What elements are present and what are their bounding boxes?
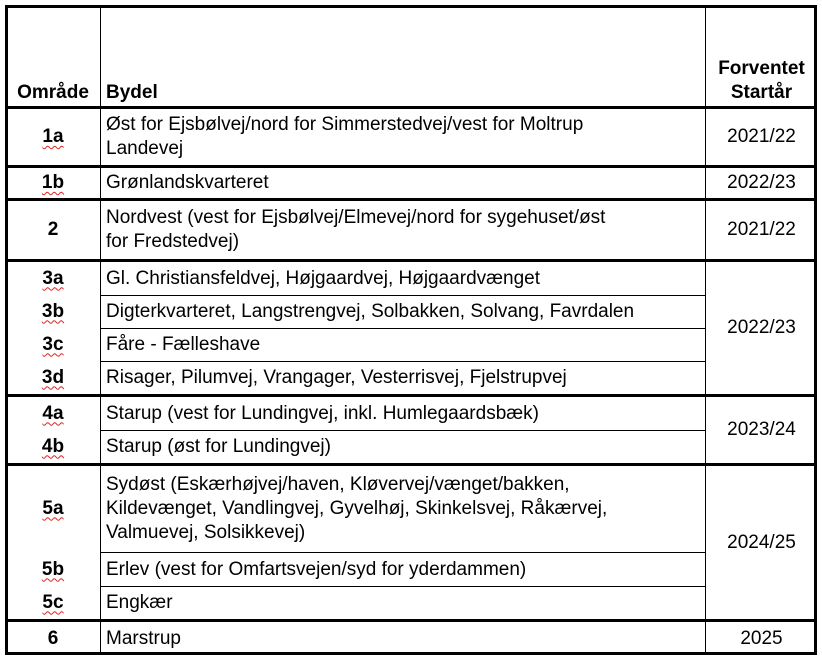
district-4a: Starup (vest for Lundingvej, inkl. Humlegaardsbæk) xyxy=(106,402,539,424)
border-left xyxy=(5,5,8,655)
area-4b: 4b xyxy=(41,435,65,457)
year-5: 2024/25 xyxy=(727,531,796,553)
district-4b: Starup (øst for Lundingvej) xyxy=(106,435,331,457)
sep-1a xyxy=(5,165,817,168)
area-2: 2 xyxy=(47,218,59,240)
header-district: Bydel xyxy=(106,82,158,103)
area-3d: 3d xyxy=(41,366,65,388)
sep-1b xyxy=(5,198,817,201)
header-area: Område xyxy=(17,82,89,103)
district-5b: Erlev (vest for Omfartsvejen/syd for yderdammen) xyxy=(106,558,527,580)
district-table xyxy=(5,5,817,655)
district-3a: Gl. Christiansfeldvej, Højgaardvej, Højgaardvænget xyxy=(106,267,541,289)
sep-5 xyxy=(5,619,817,622)
area-3c: 3c xyxy=(42,333,64,355)
sep-2 xyxy=(5,259,817,262)
area-3b: 3b xyxy=(41,300,65,322)
area-5c: 5c xyxy=(42,591,64,613)
sep-3 xyxy=(5,394,817,397)
border-right xyxy=(814,5,817,655)
border-bottom xyxy=(5,652,817,655)
divider-col-2 xyxy=(705,5,706,655)
area-4a: 4a xyxy=(42,402,64,424)
sep-3b xyxy=(101,328,705,329)
sep-3a xyxy=(101,295,705,296)
year-1b: 2022/23 xyxy=(727,172,796,193)
district-2: Nordvest (vest for Ejsbølvej/Elmevej/nord for sygehuset/øst for Fredstedvej) xyxy=(106,206,606,252)
divider-col-1 xyxy=(100,5,101,655)
district-3b: Digterkvarteret, Langstrengvej, Solbakken, Solvang, Favrdalen xyxy=(106,300,635,322)
year-1a: 2021/22 xyxy=(727,126,796,147)
sep-3c xyxy=(101,361,705,362)
area-6: 6 xyxy=(47,627,59,649)
district-3c: Fåre - Fælleshave xyxy=(106,333,261,355)
district-1b: Grønlandskvarteret xyxy=(106,172,269,193)
district-5c: Engkær xyxy=(106,591,173,613)
sep-header xyxy=(5,106,817,109)
district-6: Marstrup xyxy=(106,627,181,649)
year-3: 2022/23 xyxy=(727,317,796,338)
district-5a: Sydøst (Eskærhøjvej/haven, Kløvervej/vænget/bakken, Kildevænget, Vandlingvej, Gyvelhøj, Skinkelsvej, Råkærvej, Valmuevej, Solsikkevej) xyxy=(106,473,608,543)
year-4: 2023/24 xyxy=(727,419,796,440)
year-2: 2021/22 xyxy=(727,218,796,240)
border-top xyxy=(5,5,817,8)
year-6: 2025 xyxy=(740,627,783,649)
sep-5b xyxy=(101,586,705,587)
area-5a: 5a xyxy=(42,497,64,519)
area-1a: 1a xyxy=(42,126,64,147)
district-3d: Risager, Pilumvej, Vrangager, Vesterrisvej, Fjelstrupvej xyxy=(106,366,567,388)
header-start-year: Forventet Startår xyxy=(718,58,805,103)
area-3a: 3a xyxy=(42,267,64,289)
sep-4 xyxy=(5,463,817,466)
sep-5a xyxy=(101,552,705,553)
sep-4a xyxy=(101,430,705,431)
area-1b: 1b xyxy=(41,172,65,193)
district-1a: Øst for Ejsbølvej/nord for Simmerstedvej/vest for Moltrup Landevej xyxy=(106,114,584,159)
area-5b: 5b xyxy=(41,558,65,580)
